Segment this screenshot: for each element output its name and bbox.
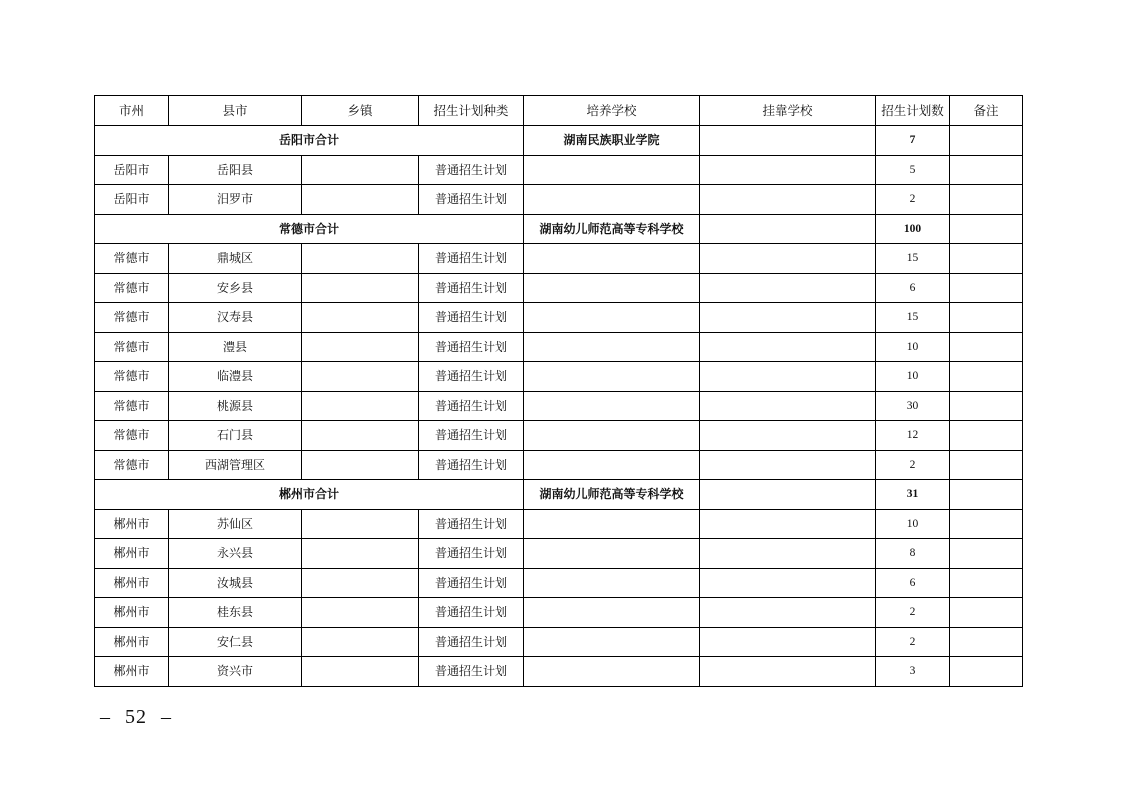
plan-type-cell: 普通招生计划	[419, 332, 524, 362]
affiliated-school-cell	[700, 627, 876, 657]
plan-type-cell: 普通招生计划	[419, 273, 524, 303]
notes-cell	[950, 627, 1023, 657]
header-town: 乡镇	[302, 96, 419, 126]
affiliated-school-cell	[700, 126, 876, 156]
plan-count-cell: 10	[876, 332, 950, 362]
affiliated-school-cell	[700, 244, 876, 274]
plan-count-cell: 5	[876, 155, 950, 185]
notes-cell	[950, 450, 1023, 480]
plan-type-cell: 普通招生计划	[419, 155, 524, 185]
affiliated-school-cell	[700, 155, 876, 185]
header-plan-type: 招生计划种类	[419, 96, 524, 126]
training-school-cell	[524, 273, 700, 303]
affiliated-school-cell	[700, 391, 876, 421]
plan-type-cell: 普通招生计划	[419, 391, 524, 421]
affiliated-school-cell	[700, 303, 876, 333]
page-number	[100, 706, 172, 729]
town-cell	[302, 362, 419, 392]
plan-type-cell: 普通招生计划	[419, 421, 524, 451]
plan-count-cell: 2	[876, 598, 950, 628]
training-school-cell: 湖南幼儿师范高等专科学校	[524, 480, 700, 510]
county-cell: 苏仙区	[169, 509, 302, 539]
plan-type-cell: 普通招生计划	[419, 568, 524, 598]
county-cell: 永兴县	[169, 539, 302, 569]
page-dash-right: –	[161, 706, 172, 728]
city-cell: 岳阳市	[95, 155, 169, 185]
plan-type-cell: 普通招生计划	[419, 362, 524, 392]
town-cell	[302, 450, 419, 480]
affiliated-school-cell	[700, 539, 876, 569]
city-cell: 郴州市	[95, 539, 169, 569]
county-cell: 安仁县	[169, 627, 302, 657]
training-school-cell	[524, 568, 700, 598]
training-school-cell	[524, 598, 700, 628]
page-dash-left: –	[100, 706, 111, 728]
plan-type-cell: 普通招生计划	[419, 450, 524, 480]
subtotal-row	[95, 126, 1023, 156]
town-cell	[302, 244, 419, 274]
enrollment-plan-table	[94, 95, 1023, 687]
affiliated-school-cell	[700, 362, 876, 392]
affiliated-school-cell	[700, 568, 876, 598]
plan-type-cell: 普通招生计划	[419, 244, 524, 274]
table-row	[95, 244, 1023, 274]
training-school-cell	[524, 421, 700, 451]
table-row	[95, 450, 1023, 480]
town-cell	[302, 627, 419, 657]
table-row	[95, 391, 1023, 421]
plan-count-cell: 2	[876, 450, 950, 480]
affiliated-school-cell	[700, 509, 876, 539]
notes-cell	[950, 421, 1023, 451]
plan-type-cell: 普通招生计划	[419, 303, 524, 333]
plan-count-cell: 100	[876, 214, 950, 244]
header-city: 市州	[95, 96, 169, 126]
plan-type-cell: 普通招生计划	[419, 657, 524, 687]
notes-cell	[950, 539, 1023, 569]
notes-cell	[950, 362, 1023, 392]
plan-type-cell: 普通招生计划	[419, 509, 524, 539]
notes-cell	[950, 568, 1023, 598]
plan-type-cell: 普通招生计划	[419, 185, 524, 215]
plan-count-cell: 12	[876, 421, 950, 451]
notes-cell	[950, 244, 1023, 274]
city-cell: 郴州市	[95, 598, 169, 628]
town-cell	[302, 598, 419, 628]
county-cell: 桂东县	[169, 598, 302, 628]
subtotal-row	[95, 214, 1023, 244]
town-cell	[302, 421, 419, 451]
training-school-cell	[524, 450, 700, 480]
plan-count-cell: 2	[876, 185, 950, 215]
header-plan-count: 招生计划数	[876, 96, 950, 126]
page-number-value: 52	[125, 706, 147, 728]
affiliated-school-cell	[700, 332, 876, 362]
training-school-cell	[524, 391, 700, 421]
city-cell: 岳阳市	[95, 185, 169, 215]
city-cell: 常德市	[95, 273, 169, 303]
subtotal-label: 郴州市合计	[95, 480, 524, 510]
affiliated-school-cell	[700, 598, 876, 628]
notes-cell	[950, 303, 1023, 333]
header-training-school: 培养学校	[524, 96, 700, 126]
plan-count-cell: 2	[876, 627, 950, 657]
training-school-cell	[524, 244, 700, 274]
county-cell: 西湖管理区	[169, 450, 302, 480]
table-row	[95, 185, 1023, 215]
training-school-cell	[524, 627, 700, 657]
plan-count-cell: 30	[876, 391, 950, 421]
notes-cell	[950, 273, 1023, 303]
affiliated-school-cell	[700, 657, 876, 687]
town-cell	[302, 185, 419, 215]
affiliated-school-cell	[700, 214, 876, 244]
notes-cell	[950, 185, 1023, 215]
town-cell	[302, 303, 419, 333]
plan-count-cell: 6	[876, 273, 950, 303]
notes-cell	[950, 126, 1023, 156]
plan-count-cell: 6	[876, 568, 950, 598]
plan-count-cell: 3	[876, 657, 950, 687]
affiliated-school-cell	[700, 421, 876, 451]
plan-count-cell: 8	[876, 539, 950, 569]
county-cell: 鼎城区	[169, 244, 302, 274]
table-row	[95, 332, 1023, 362]
notes-cell	[950, 214, 1023, 244]
city-cell: 常德市	[95, 244, 169, 274]
training-school-cell: 湖南民族职业学院	[524, 126, 700, 156]
affiliated-school-cell	[700, 480, 876, 510]
affiliated-school-cell	[700, 273, 876, 303]
table-row	[95, 627, 1023, 657]
plan-count-cell: 15	[876, 244, 950, 274]
header-notes: 备注	[950, 96, 1023, 126]
training-school-cell: 湖南幼儿师范高等专科学校	[524, 214, 700, 244]
table-row	[95, 539, 1023, 569]
plan-count-cell: 31	[876, 480, 950, 510]
notes-cell	[950, 155, 1023, 185]
county-cell: 岳阳县	[169, 155, 302, 185]
table-row	[95, 598, 1023, 628]
plan-count-cell: 10	[876, 362, 950, 392]
header-county: 县市	[169, 96, 302, 126]
training-school-cell	[524, 303, 700, 333]
town-cell	[302, 332, 419, 362]
training-school-cell	[524, 539, 700, 569]
county-cell: 石门县	[169, 421, 302, 451]
county-cell: 汉寿县	[169, 303, 302, 333]
affiliated-school-cell	[700, 450, 876, 480]
town-cell	[302, 509, 419, 539]
training-school-cell	[524, 332, 700, 362]
county-cell: 汨罗市	[169, 185, 302, 215]
city-cell: 郴州市	[95, 509, 169, 539]
notes-cell	[950, 391, 1023, 421]
town-cell	[302, 155, 419, 185]
notes-cell	[950, 598, 1023, 628]
plan-count-cell: 7	[876, 126, 950, 156]
county-cell: 安乡县	[169, 273, 302, 303]
notes-cell	[950, 509, 1023, 539]
town-cell	[302, 391, 419, 421]
table-row	[95, 421, 1023, 451]
plan-type-cell: 普通招生计划	[419, 627, 524, 657]
table-body	[95, 126, 1023, 687]
table-row	[95, 568, 1023, 598]
county-cell: 桃源县	[169, 391, 302, 421]
city-cell: 郴州市	[95, 568, 169, 598]
city-cell: 常德市	[95, 421, 169, 451]
plan-type-cell: 普通招生计划	[419, 598, 524, 628]
subtotal-label: 常德市合计	[95, 214, 524, 244]
table-row	[95, 303, 1023, 333]
city-cell: 郴州市	[95, 627, 169, 657]
subtotal-row	[95, 480, 1023, 510]
city-cell: 常德市	[95, 362, 169, 392]
plan-count-cell: 15	[876, 303, 950, 333]
county-cell: 临澧县	[169, 362, 302, 392]
city-cell: 郴州市	[95, 657, 169, 687]
county-cell: 资兴市	[169, 657, 302, 687]
plan-count-cell: 10	[876, 509, 950, 539]
town-cell	[302, 539, 419, 569]
table-header-row	[95, 96, 1023, 126]
town-cell	[302, 568, 419, 598]
city-cell: 常德市	[95, 303, 169, 333]
city-cell: 常德市	[95, 332, 169, 362]
training-school-cell	[524, 155, 700, 185]
plan-type-cell: 普通招生计划	[419, 539, 524, 569]
table-row	[95, 273, 1023, 303]
notes-cell	[950, 657, 1023, 687]
header-affiliated-school: 挂靠学校	[700, 96, 876, 126]
town-cell	[302, 657, 419, 687]
table-row	[95, 362, 1023, 392]
notes-cell	[950, 480, 1023, 510]
table-row	[95, 155, 1023, 185]
table-row	[95, 509, 1023, 539]
subtotal-label: 岳阳市合计	[95, 126, 524, 156]
training-school-cell	[524, 362, 700, 392]
training-school-cell	[524, 657, 700, 687]
county-cell: 澧县	[169, 332, 302, 362]
town-cell	[302, 273, 419, 303]
notes-cell	[950, 332, 1023, 362]
county-cell: 汝城县	[169, 568, 302, 598]
city-cell: 常德市	[95, 450, 169, 480]
training-school-cell	[524, 185, 700, 215]
training-school-cell	[524, 509, 700, 539]
affiliated-school-cell	[700, 185, 876, 215]
city-cell: 常德市	[95, 391, 169, 421]
table-row	[95, 657, 1023, 687]
